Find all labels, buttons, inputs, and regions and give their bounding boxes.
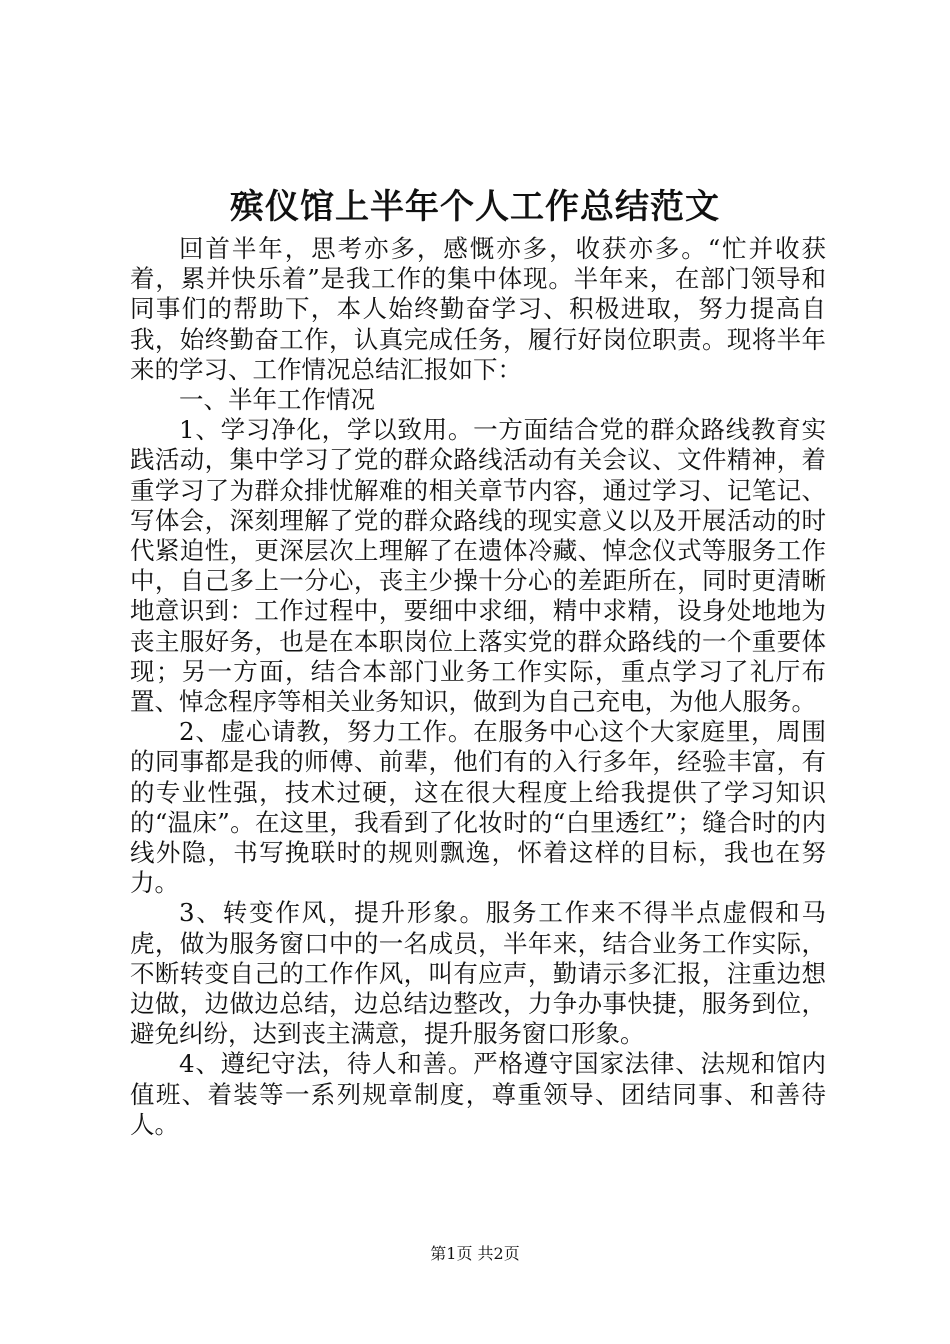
page-number-footer: 第1页 共2页 [430, 1244, 520, 1263]
body-paragraph: 3、转变作风，提升形象。服务工作来不得半点虚假和马虎，做为服务窗口中的一名成员，半年来，结合业务工作实际，不断转变自己的工作作风，叫有应声，勤请示多汇报，注重边想边做，边做边总结，边总结边整改，力争办事快捷，服务到位，避免纠纷，达到丧主满意，提升服务窗口形象。 [130, 898, 826, 1049]
body-paragraph: 2、虚心请教，努力工作。在服务中心这个大家庭里，周围的同事都是我的师傅、前辈，他们有的入行多年，经验丰富，有的专业性强，技术过硬，这在很大程度上给我提供了学习知识的“温床”。在这里，我看到了化妆时的“白里透红”；缝合时的内线外隐，书写挽联时的规则飘逸，怀着这样的目标，我也在努力。 [130, 717, 826, 898]
body-paragraph: 回首半年，思考亦多，感慨亦多，收获亦多。“忙并收获着，累并快乐着”是我工作的集中体现。半年来，在部门领导和同事们的帮助下，本人始终勤奋学习、积极进取，努力提高自我，始终勤奋工作，认真完成任务，履行好岗位职责。现将半年来的学习、工作情况总结汇报如下： [130, 234, 826, 384]
section-heading: 一、半年工作情况 [179, 385, 375, 415]
document-body [130, 234, 826, 1140]
document-title: 殡仪馆上半年个人工作总结范文 [230, 187, 720, 227]
body-paragraph: 1、学习净化，学以致用。一方面结合党的群众路线教育实践活动，集中学习了党的群众路线活动有关会议、文件精神，着重学习了为群众排忧解难的相关章节内容，通过学习、记笔记、写体会，深刻理解了党的群众路线的现实意义以及开展活动的时代紧迫性，更深层次上理解了在遗体冷藏、悼念仪式等服务工作中，自己多上一分心，丧主少操十分心的差距所在，同时更清晰地意识到：工作过程中，要细中求细，精中求精，设身处地地为丧主服好务，也是在本职岗位上落实党的群众路线的一个重要体现；另一方面，结合本部门业务工作实际，重点学习了礼厅布置、悼念程序等相关业务知识，做到为自己充电，为他人服务。 [130, 415, 826, 717]
body-paragraph: 4、遵纪守法，待人和善。严格遵守国家法律、法规和馆内值班、着装等一系列规章制度，尊重领导、团结同事、和善待人。 [130, 1049, 826, 1139]
